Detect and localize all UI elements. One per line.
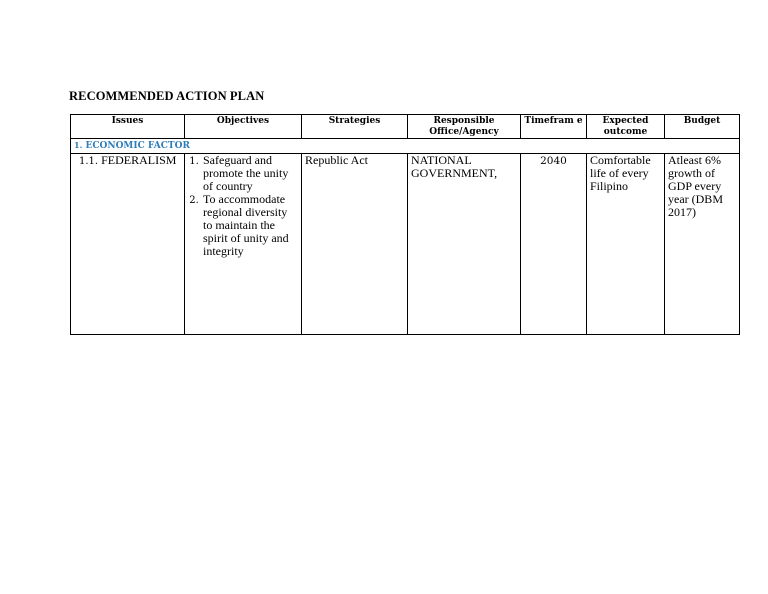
strategies-cell: Republic Act bbox=[302, 154, 408, 335]
header-issues: Issues bbox=[71, 115, 185, 139]
objective-item: 1. Safeguard and promote the unity of country bbox=[202, 154, 298, 193]
header-timeframe: Timefram e bbox=[521, 115, 587, 139]
objectives-cell bbox=[185, 154, 302, 335]
section-row bbox=[71, 139, 740, 154]
header-expected-outcome: Expected outcome bbox=[587, 115, 665, 139]
header-objectives: Objectives bbox=[185, 115, 302, 139]
action-plan-table bbox=[70, 114, 740, 335]
budget-cell: Atleast 6% growth of GDP every year (DBM 2017) bbox=[665, 154, 740, 335]
header-responsible-office: Responsible Office/Agency bbox=[408, 115, 521, 139]
issue-number: 1.1. bbox=[79, 156, 99, 167]
timeframe-cell bbox=[521, 154, 587, 335]
header-budget: Budget bbox=[665, 115, 740, 139]
issue-text: FEDERALISM bbox=[101, 153, 177, 167]
section-heading bbox=[71, 139, 740, 154]
issue-cell bbox=[71, 154, 185, 335]
table-row bbox=[71, 154, 740, 335]
header-strategies: Strategies bbox=[302, 115, 408, 139]
objectives-list bbox=[188, 154, 298, 258]
document-title: RECOMMENDED ACTION PLAN bbox=[69, 89, 265, 103]
objective-item: 2. To accommodate regional diversity to maintain the spirit of unity and integrity bbox=[202, 193, 298, 258]
expected-outcome-cell: Comfortable life of every Filipino bbox=[587, 154, 665, 335]
timeframe-value: 2040 bbox=[540, 155, 567, 167]
header-row bbox=[71, 115, 740, 139]
section-label: ECONOMIC FACTOR bbox=[85, 141, 190, 151]
responsible-cell: NATIONAL GOVERNMENT, bbox=[408, 154, 521, 335]
section-number: 1. bbox=[74, 140, 83, 150]
